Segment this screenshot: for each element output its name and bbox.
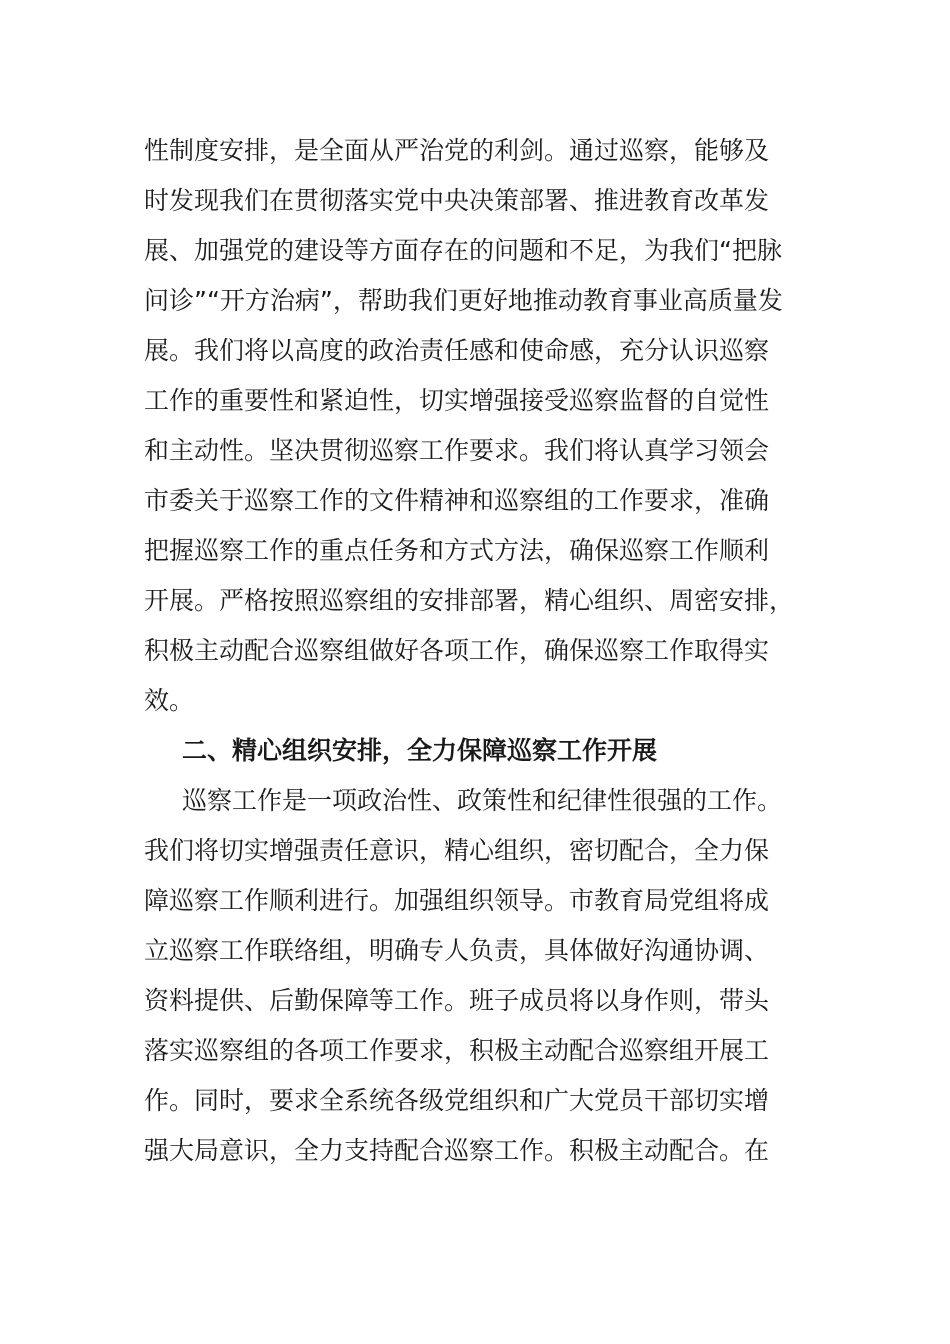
text-line: 立巡察工作联络组，明确专人负责，具体做好沟通协调、 <box>144 936 770 965</box>
text-line: 市委关于巡察工作的文件精神和巡察组的工作要求，准确 <box>144 486 770 515</box>
text-line: 时发现我们在贯彻落实党中央决策部署、推进教育改革发 <box>144 186 770 215</box>
text-line: 问诊”“开方治病”，帮助我们更好地推动教育事业高质量发 <box>144 286 783 315</box>
text-line: 障巡察工作顺利进行。加强组织领导。市教育局党组将成 <box>144 886 770 915</box>
text-line: 积极主动配合巡察组做好各项工作，确保巡察工作取得实 <box>144 636 770 665</box>
text-line: 强大局意识，全力支持配合巡察工作。积极主动配合。在 <box>144 1136 770 1165</box>
text-line: 开展。严格按照巡察组的安排部署，精心组织、周密安排， <box>144 586 795 615</box>
text-line: 效。 <box>144 686 195 715</box>
text-line: 展。我们将以高度的政治责任感和使命感，充分认识巡察 <box>144 336 770 365</box>
text-line: 我们将切实增强责任意识，精心组织，密切配合，全力保 <box>144 836 770 865</box>
text-line: 工作的重要性和紧迫性，切实增强接受巡察监督的自觉性 <box>144 386 770 415</box>
text-line: 展、加强党的建设等方面存在的问题和不足，为我们“把脉 <box>144 236 782 265</box>
text-line: 性制度安排，是全面从严治党的利剑。通过巡察，能够及 <box>144 136 770 165</box>
text-line: 资料提供、后勤保障等工作。班子成员将以身作则，带头 <box>144 986 770 1015</box>
document-body <box>144 126 824 1176</box>
text-line: 巡察工作是一项政治性、政策性和纪律性很强的工作。 <box>182 786 783 815</box>
paragraph-2 <box>144 776 824 1176</box>
text-line: 把握巡察工作的重点任务和方式方法，确保巡察工作顺利 <box>144 536 770 565</box>
paragraph-1 <box>144 126 824 726</box>
text-line: 和主动性。坚决贯彻巡察工作要求。我们将认真学习领会 <box>144 436 770 465</box>
section-heading: 二、精心组织安排，全力保障巡察工作开展 <box>182 736 658 765</box>
text-line: 落实巡察组的各项工作要求，积极主动配合巡察组开展工 <box>144 1036 770 1065</box>
text-line: 作。同时，要求全系统各级党组织和广大党员干部切实增 <box>144 1086 770 1115</box>
